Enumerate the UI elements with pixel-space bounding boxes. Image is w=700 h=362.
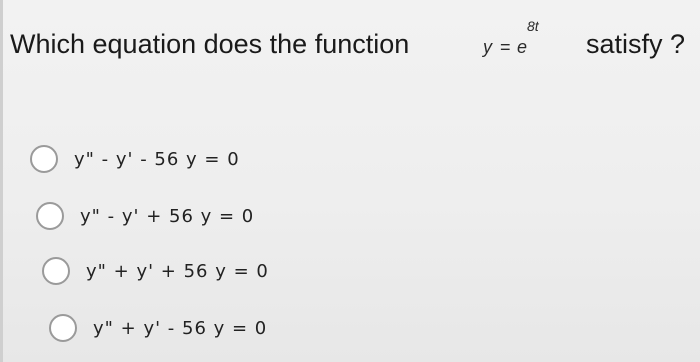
formula-equals: = (500, 37, 511, 57)
answer-option-label: y" + y' + 56 y = 0 (86, 260, 269, 282)
answer-option-4[interactable] (49, 310, 267, 346)
question-suffix: satisfy ? (586, 29, 686, 59)
answer-option-label: y" + y' - 56 y = 0 (93, 317, 268, 339)
answer-option-1[interactable] (30, 141, 240, 177)
radio-button-option-1[interactable] (30, 145, 58, 173)
radio-button-option-3[interactable] (42, 257, 70, 285)
formula-lhs: y (483, 37, 492, 57)
answer-option-label: y" - y' - 56 y = 0 (74, 148, 240, 170)
radio-button-option-4[interactable] (49, 314, 77, 342)
answer-option-2[interactable] (36, 198, 254, 234)
formula-exponent: 8t (527, 18, 539, 34)
question-prompt: Which equation does the function (10, 29, 410, 59)
answer-option-label: y" - y' + 56 y = 0 (80, 205, 255, 227)
answer-option-3[interactable] (42, 253, 269, 289)
radio-button-option-2[interactable] (36, 202, 64, 230)
formula-base: e (517, 37, 528, 57)
